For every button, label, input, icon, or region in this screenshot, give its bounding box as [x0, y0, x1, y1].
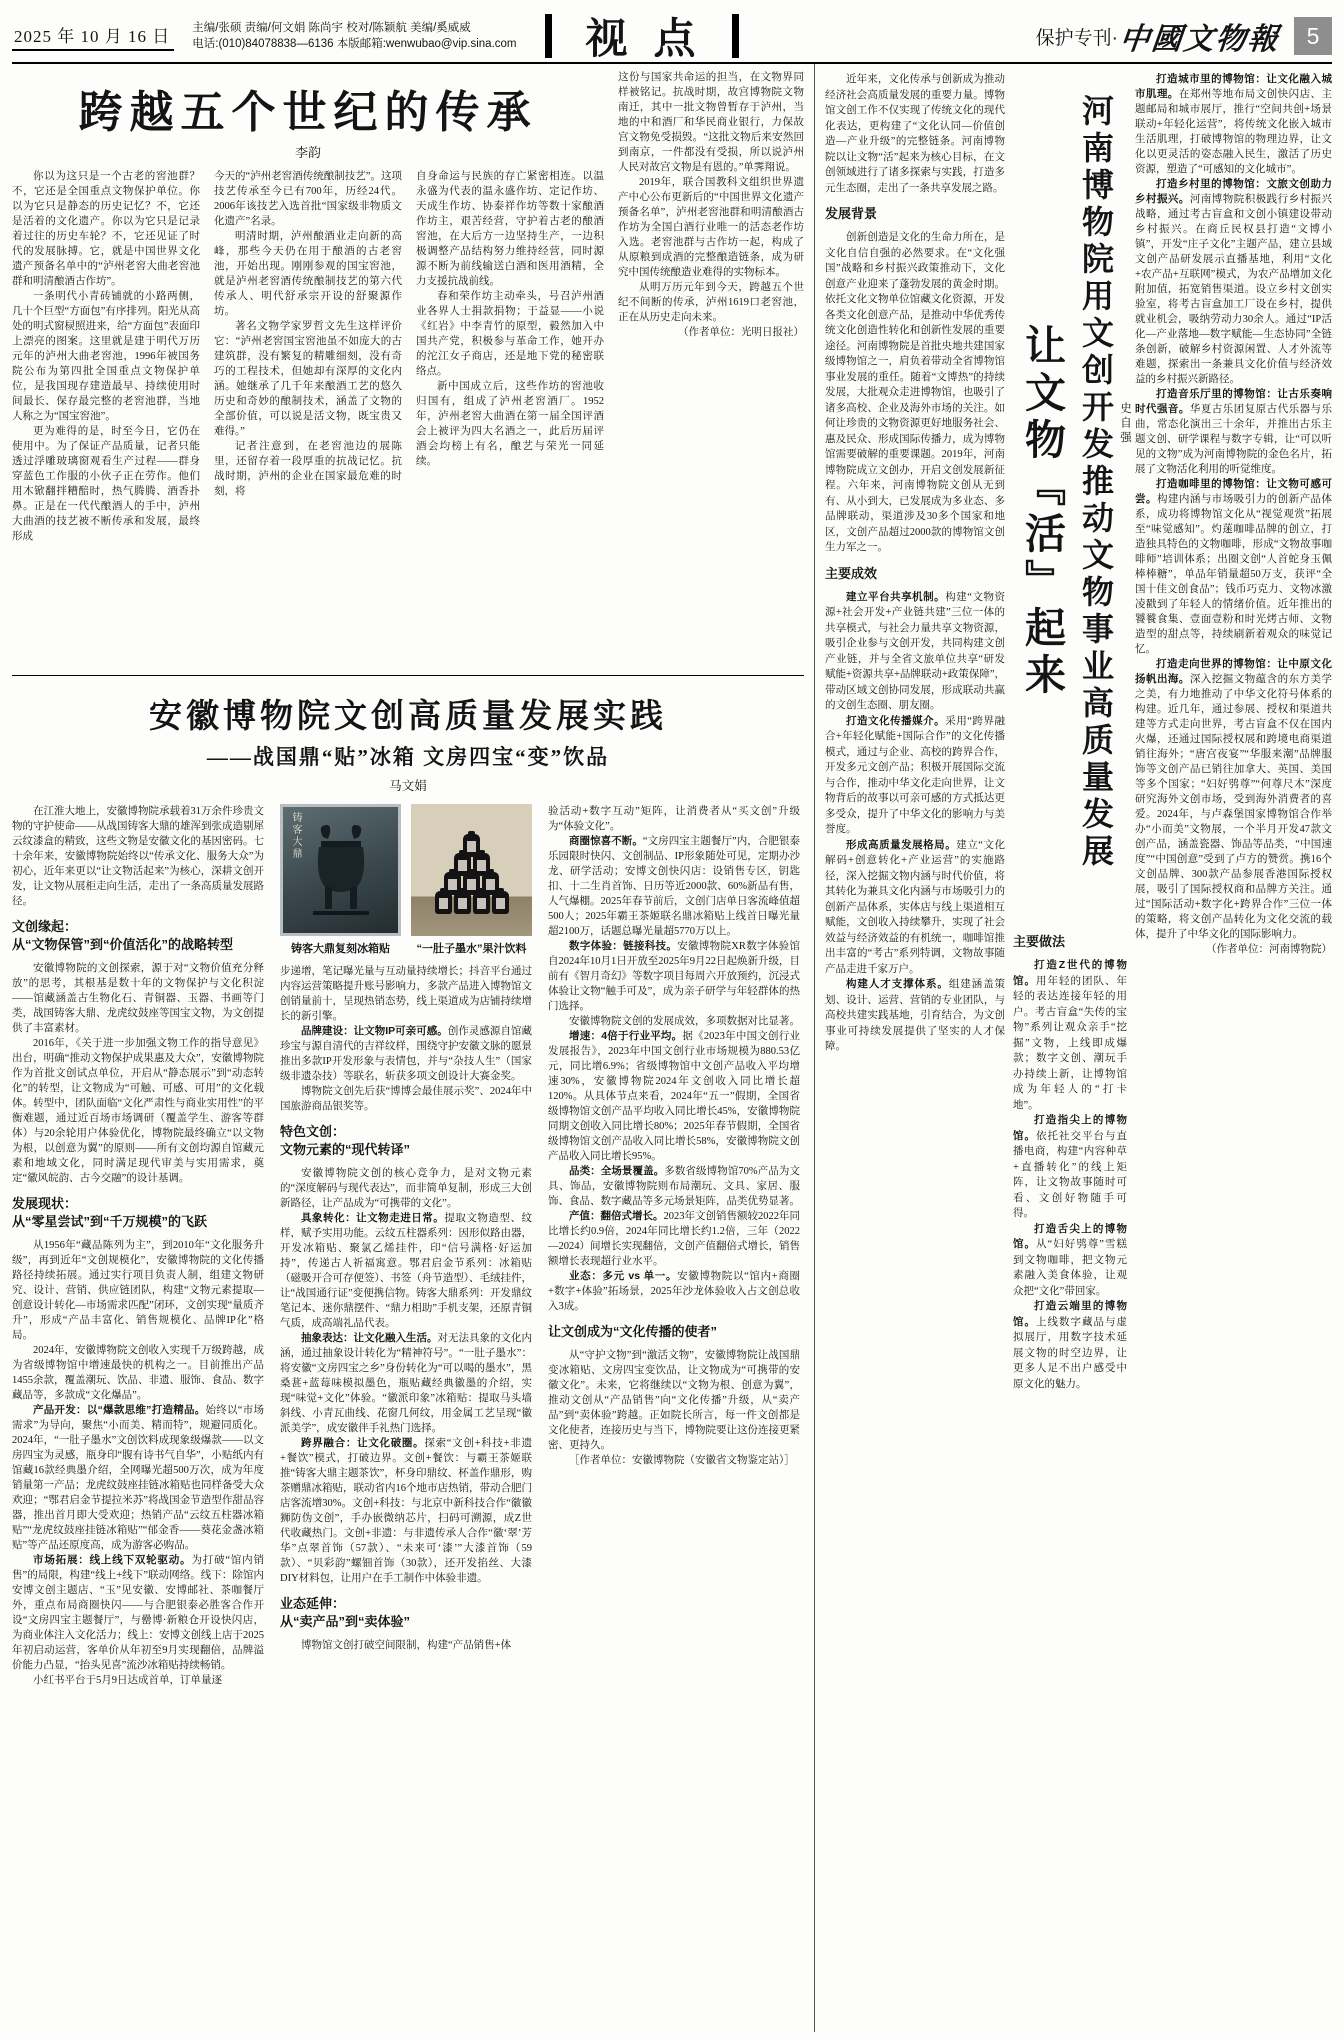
newspaper-masthead: 中國文物報 [1117, 23, 1282, 56]
paragraph: 2019年，联合国教科文组织世界遗产中心公布更新后的“中国世界文化遗产预备名单”，泸州老窖池群和明清酿酒古作坊为全国白酒行业唯一的活态老作坊入选。老窖池群与古作坊一起，构成了从原粮到成酒的完整酿造链条，成为研究中国传统酿造业难得的实物标本。 [618, 177, 804, 278]
paragraph: 增速：4倍于行业平均。据《2023年中国文创行业发展报告》，2023年中国文创行业市场规模为880.53亿元，同比增6.9%；省级博物馆中文创产品收入平均增速30%，安徽博物院2024年文创收入同比增长超120%。从具体节点来看，2024年“五一”假期，全国省级博物馆文创产品平均收入同比增长45%，安徽博物院同期文创收入同比增长80%；2025年春节假期，全国省级博物馆文创产品收入同比增长58%，安徽博物院文创产品收入同比增长95%。 [548, 1030, 800, 1162]
paragraph: 近年来，文化传承与创新成为推动经济社会高质量发展的重要力量。博物馆文创工作不仅实现了传统文化的现代化表达，更构建了“文化认同—价值创造—产业升级”的完整链条。河南博物院以让文物“活”起来为核心目标，在文创领域进行了诸多探索与实践，打造多元生态圈，走出了一条共享发展之路。 [825, 74, 1005, 194]
article1-column-3 [416, 169, 604, 675]
paragraph: 产值：翻倍式增长。2023年文创销售额较2022年同比增长约0.9倍，2024年同比增长约1.2倍，三年（2022—2024）间增长实现翻倍，文创产值翻倍式增长，销售额增长表现超行业水平。 [548, 1210, 800, 1267]
edition-label: 保护专刊· [1035, 27, 1118, 49]
column-subhead: 让文创成为“文化传播的使者” [548, 1324, 718, 1339]
paragraph: 小红书平台于5月9日达成首单，订单量逐 [33, 1675, 222, 1686]
ding-photo-label: 铸客大鼎 [290, 812, 301, 860]
article-henan-museum [814, 64, 1332, 2032]
section-title: 视点 [585, 15, 722, 62]
paragraph: 打造城市里的博物馆：让文化融入城市肌理。在郑州等地布局文创快闪店、主题邮局和城市展厅，推行“空间共创+场景联动+年轻化运营”，将传统文化嵌入城市生活肌理，打破博物馆的物理边界，让文化以更灵活的姿态融入民生，激活了历史资源，塑造了“可感知的文化城市”。 [1135, 73, 1332, 175]
article2-columns [12, 804, 804, 1982]
paragraph: 步递增，笔记曝光量与互动量持续增长；抖音平台通过内容运营策略提升账号影响力，多款产品进入博物馆文创销量前十，呈现热销态势，线上渠道成为店铺持续增长的新引擎。 [280, 966, 532, 1022]
paragraph: 打造乡村里的博物馆：文旅文创助力乡村振兴。河南博物院积极践行乡村振兴战略，通过考古盲盒和文创小镇建设带动乡村振兴。在商丘民权县打造“文博小镇”，开发“庄子文化”主题产品，建立县域文创产品研发展示直播基地，利用“文化+农产品+互联网”模式，为农产品增加文化附加值，拓宽销售渠道。设立乡村文创实验室，将考古盲盒加工厂设在乡村，提供就业机会，吸纳劳动力30余人。通过“IP活化—产业落地—数字赋能—生态协同”全链条创新，破解乡村资源闲置、人才外流等难题，探索出一条兼具文化价值与经济效益的乡村振兴新路径。 [1135, 178, 1332, 385]
paragraph: 更为难得的是，时至今日，它仍在使用中。为了保证产品质量，记者只能透过浮雕玻璃窗观看生产过程——群身穿蓝色工作服的小伙子正在劳作。他们用木锨翻拌糟醅时，热气腾腾、酒香扑鼻。正是在一代代酿酒人的手中，泸州大曲酒的技艺被不断传承和发展，最终形成 [12, 426, 200, 542]
page-number: 5 [1294, 17, 1332, 55]
credit-line: （作者单位：河南博物院） [1206, 944, 1332, 955]
paragraph: 打造指尖上的博物馆。依托社交平台与直播电商，构建“内容种草+直播转化”的线上矩阵，让文物故事随时可看、文创好物随手可得。 [1013, 1114, 1127, 1219]
article2-headline: 安徽博物院文创高质量发展实践 [149, 699, 667, 735]
article1-column-2 [214, 169, 402, 675]
article3-byline: 史自强 [1119, 402, 1131, 446]
article1-column-4 [618, 68, 804, 675]
page-header [12, 10, 1332, 64]
paragraph: 打造文化传播媒介。采用“跨界融合+年轻化赋能+国际合作”的文化传播模式，通过与企业、高校的跨界合作，开发多元文创产品；积极开展国际交流与合作，推动中华文化走向世界，让文物背后的故事以可亲可感的方式抵达更多受众，提升了中华文化的影响力与美誉度。 [825, 714, 1005, 835]
paragraph: 新中国成立后，这些作坊的窖池收归国有，组成了泸州老窖酒厂。1952年，泸州老窖大曲酒在第一届全国评酒会上被评为四大名酒之一，此后历届评酒会均榜上有名，酿艺与荣光一同延续。 [416, 381, 604, 467]
paragraph: 抽象表达：让文化融入生活。对无法具象的文化内涵，通过抽象设计转化为“精神符号”。“一肚子墨水”：将安徽“文房四宝之乡”身份转化为“可以喝的墨水”，黑桑葚+蓝莓味模拟墨色，瓶贴藏经典徽墨的介绍，实现“味觉+文化”体验。“徽派印象”冰箱贴：提取马头墙斜线、小青瓦曲线、花窗几何纹，用金属工艺呈现“徽派美学”，成安徽伴手礼热门选择。 [280, 1332, 532, 1434]
column-subhead: 主要成效 [825, 565, 878, 581]
paragraph: 形成高质量发展格局。建立“文化解码+创意转化+产业运营”的实施路径，深入挖掘文物内涵与时代价值，将其转化为兼具文化内涵与市场吸引力的创新产品体系，实体店与线上渠道相互赋能，文创收入持续攀升，实现了社会效益与经济效益的有机统一，咖啡馆推出丰富的“考古”系列特调，文物故事随产品走进千家万户。 [825, 838, 1005, 975]
article2-column-2 [280, 804, 532, 1982]
paragraph: 安徽博物院文创的发展成效，多项数据对比显著。 [569, 1016, 800, 1027]
paragraph: 打造咖啡里的博物馆：让文物可感可尝。构建内涵与市场吸引力的创新产品体系，成功将博物馆文化从“视觉观赏”拓展至“味觉感知”。灼蒾咖啡品牌的创立，打造独具特色的文物咖啡，形成“文物故事咖啡师”培训体系；出圈文创“人首蛇身玉佩棒棒糖”，单品年销量超50万支，获评“全国十佳文创食品”；钱币巧克力、文物冰激凌戳到了年轻人的情绪价值。近年推出的饕餮食集、壹面壹粉和时光烤古师、文物造型的甜点等，持续刷新着观众的味觉记忆。 [1135, 478, 1332, 655]
article3-vertical-title-block [1013, 72, 1131, 924]
left-zone [12, 64, 804, 2032]
photo-card-ink-drink [411, 804, 532, 956]
paragraph: 品类：全场景覆盖。多数省级博物馆70%产品为文具、饰品，安徽博物院则布局潮玩、文具、家居、服饰、食品、数字藏品等多元场景矩阵，品类优势显著。 [548, 1165, 800, 1207]
contact-line: 电话:(010)84078838—6136 本版邮箱:wenwubao@vip.sina.com [192, 38, 517, 50]
column-subhead: 文创缘起： 从“文物保管”到“价值活化”的战略转型 [12, 919, 234, 952]
ink-drink-photo [411, 804, 532, 936]
paragraph: 记者注意到，在老窖池边的展陈里，还留存着一段厚重的抗战记忆。抗战时期，泸州的企业在国家最危难的时刻，将 [214, 441, 402, 497]
paragraph: 2024年，安徽博物院文创收入实现千万级跨越，成为省级博物馆中增速最快的机构之一。目前推出产品1455余款，覆盖潮玩、饮品、非遗、服饰、食品、数字藏品等，多款成“文化爆品”。 [12, 1345, 264, 1401]
paragraph: 安徽博物院的文创探索，源于对“文物价值充分释放”的思考，其根基是数十年的文物保护与文化积淀——馆藏涵盖古生物化石、青铜器、玉器、书画等门类，战国铸客大鼎、龙虎纹鼓座等国宝文物，为文创提供了丰富素材。 [12, 963, 264, 1034]
article1-columns [12, 169, 604, 675]
paragraph: 这份与国家共命运的担当，在文物界同样被铭记。抗战时期，故宫博物院文物南迁，其中一批文物曾暂存于泸州，当地的中和酒厂和华民商业银行，力保故宫文物免受损毁。“这批文物后来安然回到南京，一件都没有受损，所以说泸州人民对故宫文物是有恩的。”单霁翔说。 [618, 72, 804, 173]
article1-head-and-columns [12, 68, 604, 675]
article2-column-2-text [280, 964, 532, 1952]
paragraph: 具象转化：让文物走进日常。提取文物造型、纹样，赋予实用功能。云纹五柱器系列：因形似路由器，开发冰箱贴、聚氯乙烯挂件，印“信号满格·好运加持”，传递古人祈福寓意。鄂君启金节系列：冰箱贴（磁吸开合可存便签）、书签（舟节造型）、毛绒挂件，让“战国通行证”变便携信物。铸客大鼎系列：开发鼎纹笔记本、迷你鼎摆件、“鼎力相助”手机支架，还原青铜气质，成高端礼品代表。 [280, 1212, 532, 1329]
article-anhui-museum [12, 676, 804, 1982]
paragraph: 2016年，《关于进一步加强文物工作的指导意见》出台，明确“推动文物保护成果惠及大众”，安徽博物院作为首批文创试点单位，开启从“静态展示”到“动态转化”的转型，让文物成为“可触、可感、可用”的文化载体。转型中，团队面临“文化严肃性与商业实用性”的平衡难题，通过近百场市场调研（覆盖学生、游客等群体）与20余轮用户体验优化，博物院最终确立“以文物为根，以创意为翼”的原则——所有文创均源自馆藏元素和地域文化，同时满足现代审美与实用需求，奠定“徽风皖韵、古今交融”的设计基调。 [12, 1038, 264, 1184]
column-subhead: 主要做法 [1013, 934, 1066, 949]
paragraph: 商圈惊喜不断。“文房四宝主题餐厅”内，合肥银泰乐园限时快闪、文创制品、IP形象随处可见，定期办沙龙、研学活动；安博文创快闪店：设销售专区，钥匙扣、十二生肖首饰、日历等近2000款、60%新品有售，人气爆棚。2025年春节前后，文创门店单日客流峰值超500人；2025年霸王茶姬联名鼎冰箱贴上线首日曝光量超2100万，话题总曝光量超5770万以上。 [548, 835, 800, 937]
paragraph: 一条明代小青砖铺就的小路两侧，几十个巨型“方面包”有序排列。阳光从高处的明式窗棂照进来，给“方面包”表面印上漂亮的图案。这里就是建于明代万历元年的泸州大曲老窖池，1996年被国务院公布为第四批全国重点文物保护单位，是我国现存建造最早、持续使用时间最长、保存最完整的老窖池群，当地人称之为“国宝窖池”。 [12, 291, 200, 422]
paragraph: 打造舌尖上的博物馆。从“妇好鸮尊”雪糕到文物咖啡，把文物元素融入美食体验，让观众把“文化”带回家。 [1013, 1222, 1127, 1297]
column-subhead: 业态延伸： 从“卖产品”到“卖体验” [280, 1596, 411, 1629]
publication-date: 2025 年 10 月 16 日 [12, 22, 174, 51]
column-subhead: 发展背景 [825, 206, 878, 221]
paragraph: 博物院文创先后获“博博会最佳展示奖”、2024年中国旅游商品银奖等。 [280, 1086, 532, 1112]
article1-byline: 李韵 [294, 145, 321, 160]
editors-line: 主编/张硕 责编/何文娟 陈尚宇 校对/陈颖航 美编/奚威威 [192, 22, 471, 34]
paragraph: 市场拓展：线上线下双轮驱动。为打破“馆内销售”的局限，构建“线上+线下”联动网络。线下：除馆内安博文创主题店、“玉”见安徽、安博邮社、茶咖餐厅外，重点布局商圈快闪——与合肥银泰必胜客合作开设“文房四宝主题餐厅”，与罍博·新粮仓开设快闪店，为商业体注入文化活力；线上：安博文创线上店于2025年初启动运营，客单价从年初至9月实现翻倍，品牌溢价能力凸显，“抬头见喜”流沙冰箱贴持续畅销。 [12, 1554, 264, 1671]
bottle-pyramid-illustration [435, 838, 509, 914]
paragraph: 验活动+数字互动”矩阵，让消费者从“买文创”升级为“体验文化”。 [548, 806, 800, 832]
paragraph: 安徽博物院文创的核心竞争力，是对文物元素的“深度解码与现代表达”，而非简单复制，形成三大创新路径，让产品成为“可携带的文化”。 [280, 1168, 532, 1209]
paragraph: 自身命运与民族的存亡紧密相连。以温永盛为代表的温永盛作坊、定记作坊、天成生作坊、协泰祥作坊等数十家酿酒作坊主，艰苦经营，守护着古老的酿酒窖池，在大后方一边坚持生产，一边积极调整产品结构努力维持经营，同时源源不断为前线输送白酒和医用酒精，全力支援抗战前线。 [416, 171, 604, 287]
paragraph: 业态：多元 vs 单一。安徽博物院以“馆内+商圈+数字+体验”拓场景，2025年沙龙体验收入占文创总收入3成。 [548, 1270, 800, 1312]
article2-column-1 [12, 804, 264, 1982]
paragraph: 打造音乐厅里的博物馆：让古乐奏响时代强音。华夏古乐团复原古代乐器与乐曲，常态化演出三十余年，并推出古乐主题文创、研学课程与数字专辑，让“可以听见的文物”成为河南博物院的金色名片，拓展了文物活化利用的听觉维度。 [1135, 388, 1332, 475]
paragraph: 在江淮大地上，安徽博物院承载着31万余件珍贵文物的守护使命——从战国铸客大鼎的雄浑到张成造剔犀云纹漆盒的精致，这些文物是安徽文化的基因密码。七十余年来，安徽博物院始终以“传承文化、服务大众”为初心，近年来更以“让文物活起来”为核心，深耕文创开发，让文物从展柜走向生活，走出了一条高质量发展路径。 [12, 806, 264, 907]
article1-column-1 [12, 169, 200, 675]
paragraph: 打造Z世代的博物馆。用年轻的团队、年轻的表达连接年轻的用户。考古盲盒“失传的宝物”系列让观众亲手“挖掘”文物，上线即成爆款；数字文创、潮玩手办持续上新，让博物馆成为年轻人的“打卡地”。 [1013, 959, 1127, 1111]
paragraph: 从“守护文物”到“激活文物”，安徽博物院让战国鼎变冰箱贴、文房四宝变饮品，让文物成为“可携带的安徽文化”。未来，它将继续以“文物为根、创意为翼”，推动文创从“产品销售”向“文化传播”升级，从“卖产品”到“卖体验”跨越。正如院长所言，每一件文创都是文化使者，连接历史与当下，博物院要让这份连接更紧密、更持久。 [548, 1350, 800, 1451]
paragraph: 产品开发：以“爆款思维”打造精品。始终以“市场需求”为导向，聚焦“小而美、精而特”，规避同质化。2024年，“一肚子墨水”文创饮料成现象级爆款——以文房四宝为灵感，瓶身印“腹有诗书气自华”，小贴纸内有馆藏16款经典墨介绍，全网曝光超500万次，成为年度销量第一产品；龙虎纹鼓座挂链冰箱贴也同样备受大众欢迎；“鄂君启金节提拉米苏”将战国金节造型作甜品容器，推出首月即大受欢迎；热销产品“云纹五柱器冰箱贴”“龙虎纹鼓座挂链冰箱贴”“郁金香——葵花金盏冰箱贴”等产品还原度高，成为游客必购品。 [12, 1404, 264, 1551]
product-photos [280, 804, 532, 956]
article3-middle-strip [1013, 72, 1131, 2032]
paragraph: ［作者单位：安徽博物院（安徽省文物鉴定站）］ [569, 1455, 795, 1466]
article-luzhou-heritage [12, 64, 804, 676]
article2-column-3 [548, 804, 800, 1982]
article3-column-right [1135, 72, 1332, 2032]
paragraph: 著名文物学家罗哲文先生这样评价它：“泸州老窖国宝窖池虽不如庞大的古建筑群，没有繁复的精雕细刻，没有奇巧的工程技术，但她却有深厚的文化内涵。她继承了几千年来酿酒工艺的悠久历史和奇妙的酿制技术，涵盖了文物的全部价值，可以说是活文物，既宝贵又难得。” [214, 321, 402, 437]
section-title-block [545, 6, 739, 66]
article3-middle-strip-text [1013, 924, 1127, 2032]
paragraph: 打造云端里的博物馆。上线数字藏品与虚拟展厅，用数字技术延展文物的时空边界，让更多人足不出户感受中原文化的魅力。 [1013, 1300, 1127, 1390]
column-subhead: 特色文创： 文物元素的“现代转译” [280, 1124, 411, 1157]
paragraph: 明清时期，泸州酿酒业走向新的高峰，那些今天仍在用于酿酒的古老窖池，开始出现。刚刚参观的国宝窖池，就是泸州老窖酒传统酿制技艺的第六代传承人、明代舒承宗开设的舒聚源作坊。 [214, 231, 402, 317]
paragraph: 你以为这只是一个古老的窖池群？不，它还是全国重点文物保护单位。你以为它只是静态的历史记忆？不，它还是活着的文化遗产。你以为它只是记录着过往的历史车轮？不，它还见证了时代的发展脉搏。它，就是中国世界文化遗产预备名单中的“泸州老窖大曲老窖池群和明清酿酒古作坊”。 [12, 171, 200, 287]
paragraph: 创新创造是文化的生命力所在，是文化自信自强的必然要求。在“文化强国”战略和乡村振兴政策推动下，文化创意产业迎来了蓬勃发展的黄金时期。依托文化文物单位馆藏文化资源，开发各类文化创意产品，是推动中华优秀传统文化创造性转化和创新性发展的重要途径。河南博物院是首批央地共建国家级博物馆之一，肩负着带动全省博物馆事业发展的重任。随着“文博热”的持续发展，大批观众走进博物馆，也吸引了诸多高校、企业及海外市场的关注。如何让珍贵的文物资源更好地服务社会、惠及民众、形成国际传播力，成为博物馆需要破解的重要课题。2019年，河南博物院成立文创办，开启文创发展新征程。六年来，河南博物院文创从无到有、从小到大，已发展成为多业态、多品牌联动，渠道涉及30多个国家和地区，文创产品超过2000款的博物馆文创生力军之一。 [825, 232, 1005, 553]
paragraph: 打造走向世界的博物馆：让中原文化扬帆出海。深入挖掘文物蕴含的东方美学之美，有力地推动了中华文化符号体系的构建。近几年，通过参展、授权和渠道共建等方式走向世界，考古盲盒不仅在国内火爆，还通过国际授权展和跨境电商渠道销往海外；“唐宫夜宴”“华服来潮”品牌服饰等文创产品已销往加拿大、英国、美国等多个国家；“妇好鸮尊”“何尊尺木”深度研究海外文创市场，受到海外消费者的喜爱。2024年，与卢森堡国家博物馆合作举办“小而美”文物展，一个半月开发47款文创产品，涵盖瓷器、饰品等品类，“中国速度”“中国创意”受到了卢方的赞赏。携16个文创品牌、300款产品参展香港国际授权展，吸引了国际授权商和品牌方关注。通过“国际活动+数字化+跨界合作”三位一体的策略，将文创产品转化为文化交流的载体，提升了中华文化的国际影响力。 [1135, 658, 1332, 940]
paragraph: 跨界融合：让文化破圈。探索“文创+科技+非遗+餐饮”模式，打破边界。文创+餐饮：与霸王茶姬联推“铸客大鼎主题茶饮”，杯身印鼎纹、杯盖作鼎形，购茶赠鼎冰箱贴，联动省内16个地市店热销，带动合肥门店客流增30%。文创+科技：与北京中新科技合作“徽徽狮防伪文创”，手办嵌微纳芯片，扫码可溯源，成Z世代收藏热门。文创+非遗：与非遗传承人合作“徽‘翠’芳华”点翠首饰（57款）、“未来可‘漆’”大漆首饰（59款）、“贝彩韵”螺钿首饰（30款），还开发掐丝、大漆DIY材料包，让用户在手工制作中体验非遗。 [280, 1437, 532, 1584]
article3-vertical-subtitle: 让文物『活』起来 [1019, 324, 1065, 700]
paragraph: 今天的“泸州老窖酒传统酿制技艺”。这项技艺传承至今已有700年，历经24代。2006年该技艺入选首批“国家级非物质文化遗产”名录。 [214, 171, 402, 227]
article2-subtitle: ——战国鼎“贴”冰箱 文房四宝“变”饮品 [206, 745, 610, 769]
editors-info [192, 20, 516, 52]
photo-caption-ding: 铸客大鼎复刻冰箱贴 [291, 943, 390, 955]
article3-methods-text [1013, 924, 1127, 1392]
right-bar-icon [732, 14, 739, 58]
article3-column-left [825, 72, 1005, 2032]
paragraph: 品牌建设：让文物IP可亲可感。创作灵感源自馆藏珍宝与源自清代的吉祥纹样，围绕守护安徽文脉的愿景推出多款IP开发形象与表情包，并与“杂技人生”（国家级非遗杂技）等联名，斩获多项文创设计大赛金奖。 [280, 1025, 532, 1082]
paragraph: 从明万历元年到今天，跨越五个世纪不间断的传承，泸州1619口老窖池，正在从历史走向未来。 [618, 282, 804, 323]
article1-headline: 跨越五个世纪的传承 [78, 88, 538, 137]
article3-vertical-headline: 河南博物院用文创开发推动文物事业高质量发展 [1078, 94, 1114, 871]
column-subhead: 发展现状： 从“零星尝试”到“千万规模”的飞跃 [12, 1196, 208, 1229]
article2-byline: 马文娟 [389, 779, 427, 793]
paragraph: 从1956年“藏品陈列为主”，到2010年“文化服务升级”，再到近年“文创规模化”，安徽博物院的文化传播路径持续拓展。通过实行项目负责人制，组建文物研究、设计、营销、供应链团队，构建“文物元素提取—创意设计转化—市场需求匹配”闭环，文创实现“量质齐升”，形成“产品丰富化、销售规模化、品牌IP化”格局。 [12, 1240, 264, 1341]
masthead-block [1036, 14, 1332, 58]
paragraph: 春和荣作坊主动牵头，号召泸州酒业各界人士捐款捐物；于益显——小说《红岩》中李青竹的原型，毅然加入中国共产党，积极参与革命工作，她开办的沱江女子商店，还是地下党的秘密联络点。 [416, 291, 604, 377]
photo-card-ding-magnet [280, 804, 401, 956]
main-content [12, 64, 1332, 2032]
photo-caption-ink-drink: “一肚子墨水”果汁饮料 [416, 943, 527, 955]
paragraph: 建立平台共享机制。构建“文物资源+社会开发+产业链共建”三位一体的共享模式，与社会力量共享文物资源，吸引企业参与文创开发，共同构建文创产业链，并与全省文旅单位共享“研发赋能+资源共享+品牌联动+政策保障”，带动区域文创协同发展，形成联动共赢的文创生态圈、朋友圈。 [825, 590, 1005, 711]
paragraph: 构建人才支撑体系。组建涵盖策划、设计、运营、营销的专业团队，与高校共建实践基地，引育结合，为文创事业可持续发展提供了坚实的人才保障。 [825, 978, 1005, 1052]
left-bar-icon [545, 14, 552, 58]
paragraph: 博物馆文创打破空间限制，构建“产品销售+体 [301, 1640, 512, 1651]
credit-line: （作者单位：光明日报社） [678, 327, 804, 338]
ding-fridge-magnet-photo [280, 804, 401, 936]
paragraph: 数字体验：链接科技。安徽博物院XR数字体验馆自2024年10月1日开放至2025年9月22日起焕新升级，目前有《智月奇幻》等数字项目每周六开放预约，沉浸式体验让文物“触手可及”，成为亲子研学与年轻群体的热门选择。 [548, 940, 800, 1012]
